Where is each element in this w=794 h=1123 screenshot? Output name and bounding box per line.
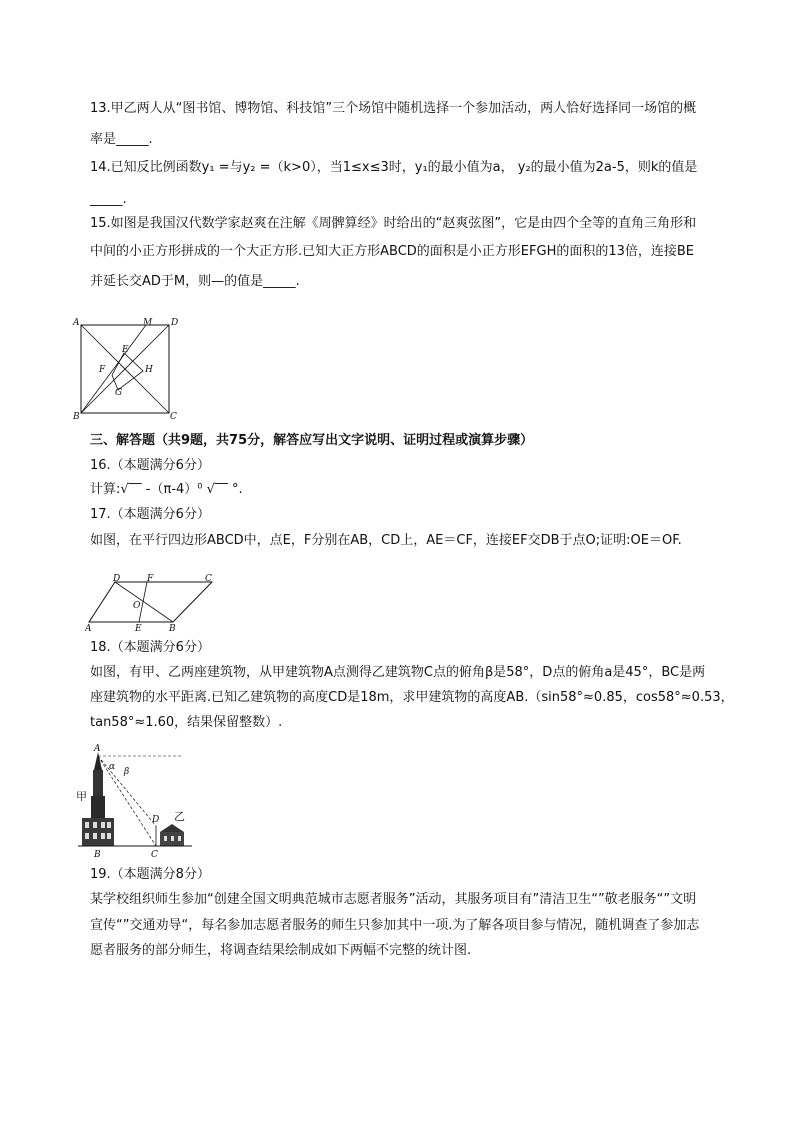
label-C: C <box>170 412 177 422</box>
label-A: A <box>94 744 101 754</box>
q19-line2: 宣传“”交通劝导“，每名参加志愿者服务的师生只参加其中一项.为了解各项目参与情况，随机调查了参加志 <box>90 918 700 933</box>
label-D: D <box>171 318 179 328</box>
q14-line1: 14.已知反比例函数y₁ =与y₂ =（k>0），当1≤x≤3时，y₁的最小值为a， y₂的最小值为2a-5，则k的值是 <box>90 160 698 175</box>
label-A: A <box>85 624 92 634</box>
q19-line3: 愿者服务的部分师生，将调查结果绘制成如下两幅不完整的统计图. <box>90 943 472 958</box>
label-F: F <box>147 574 154 584</box>
q15-line3: 并延长交AD于M，则—的值是_____. <box>90 274 300 289</box>
label-yi: 乙 <box>174 810 185 823</box>
q18-header: 18.（本题满分6分） <box>90 640 210 655</box>
label-M: M <box>143 318 153 328</box>
section-heading: 三、解答题（共9题，共75分，解答应写出文字说明、证明过程或演算步骤） <box>90 433 534 448</box>
q16-header: 16.（本题满分6分） <box>90 458 210 473</box>
label-G: G <box>115 388 123 398</box>
label-F: F <box>99 365 106 375</box>
q18-line2: 座建筑物的水平距离.已知乙建筑物的高度CD是18m，求甲建筑物的高度AB.（sin58°≈0.85，cos58°≈0.53， <box>90 690 734 705</box>
label-E: E <box>122 345 129 355</box>
q13-line2: 率是_____. <box>90 132 153 147</box>
q17-body: 如图，在平行四边形ABCD中，点E，F分别在AB，CD上，AE＝CF，连接EF交DB于点O;证明:OE＝OF. <box>90 533 682 548</box>
zhao-shuang-figure <box>70 315 185 425</box>
label-alpha: α <box>109 762 116 772</box>
label-B: B <box>73 412 80 422</box>
q14-line2: _____. <box>90 192 127 207</box>
label-E: E <box>135 624 142 634</box>
q18-line3: tan58°≈1.60，结果保留整数）. <box>90 715 283 730</box>
q15-line2: 中间的小正方形拼成的一个大正方形.已知大正方形ABCD的面积是小正方形EFGH的面积的13倍，连接BE <box>90 244 695 259</box>
label-B: B <box>94 850 101 860</box>
q16-body: 计算:√‾‾ -（π-4）⁰ √‾‾ °. <box>90 482 243 497</box>
q15-line1: 15.如图是我国汉代数学家赵爽在注解《周髀算经》时给出的“赵爽弦图”，它是由四个全等的直角三角形和 <box>90 216 697 231</box>
label-jia: 甲 <box>76 790 87 803</box>
parallelogram-figure <box>85 572 220 634</box>
label-D: D <box>152 815 160 825</box>
label-C: C <box>205 574 212 584</box>
label-H: H <box>145 365 153 375</box>
q13-line1: 13.甲乙两人从“图书馆、博物馆、科技馆”三个场馆中随机选择一个参加活动，两人恰好选择同一场馆的概 <box>90 101 697 116</box>
q18-line1: 如图，有甲、乙两座建筑物，从甲建筑物A点测得乙建筑物C点的俯角β是58°，D点的俯角a是45°，BC是两 <box>90 665 706 680</box>
buildings-figure <box>74 742 194 860</box>
label-C: C <box>151 850 158 860</box>
label-D: D <box>113 574 121 584</box>
q17-header: 17.（本题满分6分） <box>90 507 210 522</box>
label-A: A <box>73 318 80 328</box>
q19-header: 19.（本题满分8分） <box>90 867 210 882</box>
label-beta: β <box>124 767 130 777</box>
label-O: O <box>133 601 141 611</box>
label-B: B <box>169 624 176 634</box>
q19-line1: 某学校组织师生参加“创建全国文明典范城市志愿者服务”活动，其服务项目有”清洁卫生“”敬老服务“”文明 <box>90 892 697 907</box>
